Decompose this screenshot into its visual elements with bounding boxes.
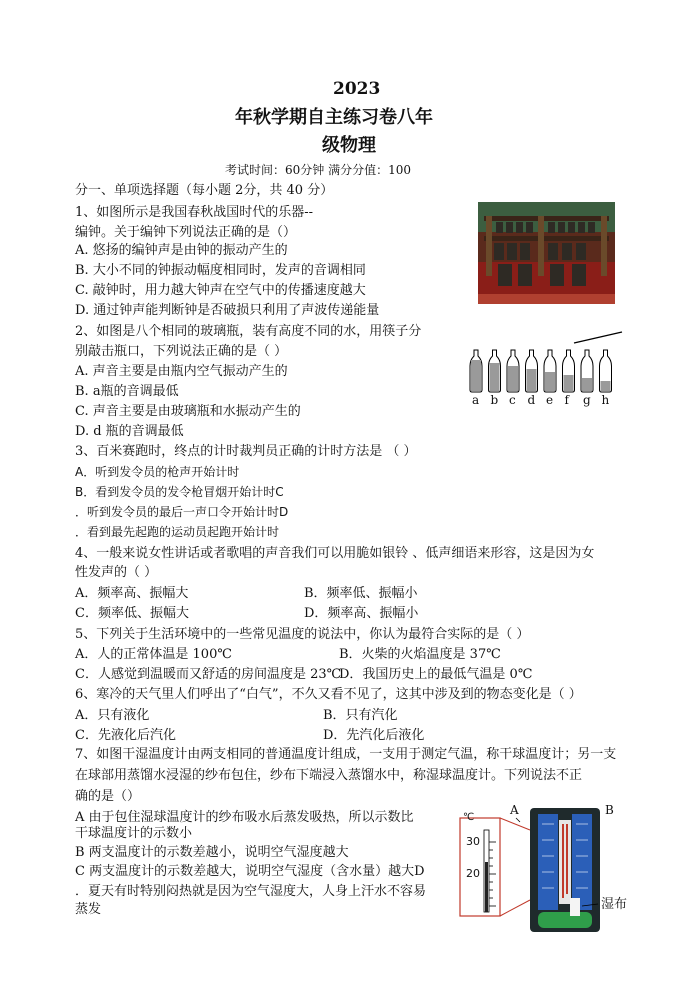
q5-stem: 5、下列关于生活环境中的一些常见温度的说法中，你认为最符合实际的是（ ） xyxy=(75,627,530,642)
hygrometer-figure xyxy=(458,800,633,935)
bottle-water-a xyxy=(471,360,481,391)
scale-30-label: 30 xyxy=(466,835,480,848)
q7-option-a-line1: A 由于包住湿球温度计的纱布吸水后蒸发吸热，所以示数比 xyxy=(75,810,414,825)
q3-option-c: ．听到发令员的最后一声口令开始计时D xyxy=(75,505,289,519)
q5-option-a: A．人的正常体温是 100℃ xyxy=(75,647,232,662)
q3-stem: 3、百米赛跑时，终点的计时裁判员正确的计时方法是 （ ） xyxy=(75,444,417,459)
q3-option-a: A．听到发令员的枪声开始计时 xyxy=(75,465,240,479)
q7-stem-line1: 7、如图干湿温度计由两支相同的普通温度计组成，一支用于测定气温，称干球温度计；另一支 xyxy=(75,747,617,762)
q5-option-d: D．我国历史上的最低气温是 0℃ xyxy=(339,667,533,682)
bianzhong-photo xyxy=(478,202,615,304)
q7-option-c: C 两支温度计的示数差越大，说明空气湿度（含水量）越大D xyxy=(75,864,425,879)
q1-stem-line2: 编钟。关于编钟下列说法正确的是（） xyxy=(75,225,297,240)
exam-title-line2: 级物理 xyxy=(322,135,376,156)
exam-title-line1: 年秋学期自主练习卷八年 xyxy=(235,107,433,128)
bottle-water-h xyxy=(601,381,611,391)
exam-year: 2023 xyxy=(333,79,381,99)
bottle-water-f xyxy=(564,375,574,391)
q4-stem-line2: 性发声的（ ） xyxy=(75,565,158,580)
q5-option-c: C．人感觉到温暖而又舒适的房间温度是 23℃ xyxy=(75,667,342,682)
q3-option-d: ．看到最先起跑的运动员起跑开始计时 xyxy=(75,525,280,539)
section-heading: 分一、单项选择题（每小题 2分，共 40 分） xyxy=(75,183,334,198)
exam-info: 考试时间：60分钟 满分分值：100 xyxy=(225,163,411,177)
q4-stem-line1: 4、一般来说女性讲话或者歌唱的声音我们可以用脆如银铃 、低声细语来形容，这是因为女 xyxy=(75,546,595,561)
q6-option-a: A．只有液化 xyxy=(75,708,150,723)
q2-option-d: D. d 瓶的音调最低 xyxy=(75,424,184,439)
bottle-label-a: a xyxy=(472,393,480,407)
q6-option-b: B．只有汽化 xyxy=(323,708,398,723)
q7-option-a-line2: 干球温度计的示数小 xyxy=(75,826,193,841)
bottle-label-f: f xyxy=(564,393,569,407)
bottle-water-b xyxy=(490,363,500,391)
bottle-label-h: h xyxy=(601,393,610,407)
q7-option-b: B 两支温度计的示数差越小，说明空气湿度越大 xyxy=(75,845,349,860)
bottle-label-g: g xyxy=(583,393,591,407)
q1-option-a: A. 悠扬的编钟声是由钟的振动产生的 xyxy=(75,243,288,258)
q1-stem-line1: 1、如图所示是我国春秋战国时代的乐器-- xyxy=(75,205,314,220)
q4-option-d: D．频率高、振幅小 xyxy=(304,606,419,621)
q2-option-c: C. 声音主要是由玻璃瓶和水振动产生的 xyxy=(75,404,301,419)
bottle-water-c xyxy=(508,366,518,391)
q1-option-d: D. 通过钟声能判断钟是否破损只利用了声波传递能量 xyxy=(75,303,380,318)
q4-option-b: B．频率低、振幅小 xyxy=(304,586,418,601)
q7-option-d-line2: 蒸发 xyxy=(75,902,102,917)
q1-option-b: B. 大小不同的钟振动幅度相同时，发声的音调相同 xyxy=(75,263,366,278)
q5-option-b: B．火柴的火焰温度是 37℃ xyxy=(339,647,501,662)
q6-stem: 6、寒冷的天气里人们呼出了“白气”，不久又看不见了，这其中涉及到的物态变化是（ ） xyxy=(75,687,582,702)
scale-20-label: 20 xyxy=(466,867,480,880)
q1-option-c: C. 敲钟时，用力越大钟声在空气中的传播速度越大 xyxy=(75,283,366,298)
bottle-label-c: c xyxy=(509,393,516,407)
scale-unit: ℃ xyxy=(463,812,475,823)
bottle-label-d: d xyxy=(527,393,536,407)
bottles-figure xyxy=(466,330,626,410)
q2-option-a: A. 声音主要是由瓶内空气振动产生的 xyxy=(75,364,288,379)
q4-option-a: A．频率高、振幅大 xyxy=(75,586,189,601)
q2-option-b: B. a瓶的音调最低 xyxy=(75,384,179,399)
q6-option-c: C．先液化后汽化 xyxy=(75,728,176,743)
bottle-water-g xyxy=(582,378,592,391)
q4-option-c: C．频率低、振幅大 xyxy=(75,606,189,621)
bottle-water-e xyxy=(545,372,555,391)
bottle-water-d xyxy=(527,369,537,391)
wet-cloth-label: 湿布 xyxy=(601,897,628,912)
q3-option-b: B．看到发令员的发令枪冒烟开始计时C xyxy=(75,485,284,499)
q7-stem-line2: 在球部用蒸馏水浸湿的纱布包住，纱布下端浸入蒸馏水中，称湿球温度计。下列说法不正 xyxy=(75,768,583,783)
q2-stem-line2: 别敲击瓶口，下列说法正确的是（ ） xyxy=(75,344,288,359)
bottle-label-b: b xyxy=(490,393,499,407)
q6-option-d: D．先汽化后液化 xyxy=(323,728,425,743)
bottle-label-e: e xyxy=(546,393,554,407)
label-a: A xyxy=(510,803,519,817)
q2-stem-line1: 2、如图是八个相同的玻璃瓶，装有高度不同的水，用筷子分 xyxy=(75,324,422,339)
q7-stem-line3: 确的是（） xyxy=(75,789,141,804)
label-b: B xyxy=(605,803,614,817)
q7-option-d-line1: ．夏天有时特别闷热就是因为空气湿度大，人身上汗水不容易 xyxy=(75,884,427,899)
